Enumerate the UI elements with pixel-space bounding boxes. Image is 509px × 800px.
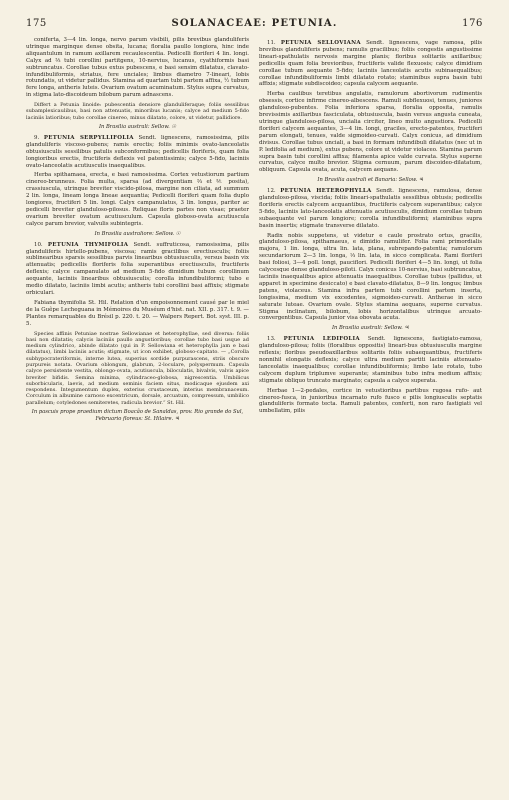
description-paragraph: Herba spithamaea, erecta, e basi ramosissima. Cortex vetustiorum partium cinereo-brunneus. Folia multa, sparsa (ad divergentiam ⅔ et ⅖ posita), crassiuscula, utrinque breviter viscido-pilosa, margine non ciliata, ad summum 2 lin. longa, lineam longa lineae aequantia; Pedicelli floriferi quam folia duplo longiores, fructiferi 5 lin. longi. Calyx campanulatus, 3 lin. longus, pariter ac pedicelli breviter glanduloso-pilosus. Reliquae floris partes non visae; praeter ovarium breviter ovatum acutiusculum. Capsula globoso-ovata acutiuscula calyce parum brevior, valvulis subintegris. xyxy=(26,172,249,227)
species-entry xyxy=(259,336,482,384)
right-column xyxy=(259,37,482,427)
species-entry xyxy=(259,40,482,88)
running-title: SOLANACEAE: PETUNIA. xyxy=(171,18,338,29)
species-number: 10. xyxy=(34,241,48,248)
locality-note: In pascuis prope praedium dictum Boacão de Sanaldas, prov. Rio grande do Sul, Februario floreus: St. Hilaire. ♃ xyxy=(31,409,244,422)
species-diagnosis: Sendt. lignescens, ramulosa, dense glanduloso-pilosa, viscida; foliis lineari-spathulatis sessilibus obtusis; pedicellis floriferis erectis calycem acquantibus, fructiferis calycem superantibus; calyce 5-fido, laciniis lato-lanceolatis attenuatis acutiusculis, dimidium corollae tubum subaequante vel parum longiore; corolla infundibuliformi; staminibus supra basin insertis; stigmate transverse dilatato. xyxy=(259,188,482,229)
remark-paragraph: Differt a Petunia linoide: pubescentia densiore glanduliferaque; foliis sessilibus subamplexicaulibus, basi non attenuatis, minoribus lucanis; calyce ad medium 5-fido laciniis latioribus; tubo corollae cinereo, minus dilatato, colore, ut videtur, pallidiore. xyxy=(26,102,249,121)
description-paragraph: Fabiana thymifolia St. Hil. Relation d'un empoisonnement causé par le miel de la Guêpe Lecheguana in Mémoires du Muséum d'hist. nat. XII. p. 317. t. 9. — Plantes remarquables du Brésil p. 220. t. 20. — Walpers Repert. Bot. syst. III. p. 5. xyxy=(26,299,249,327)
text-columns xyxy=(26,37,483,427)
species-diagnosis: Sendt. suffruticosa, ramosissima, pilis glanduliferis hirtello-pubens, viscosa; ramis gracilibus erectiusculis; foliis sublinearibus sparsis sessilibus parvis linearibus obtusiusculis, versus basin vix attenuatis; pedicellis floriferis folia superantibus erectiusculis, fructiferis deflexis; calyce campanulato ad medium 5-fido dimidium tubum corollinum aequante, laciniis linearibus obtusiusculis; corolla infundibuliformi; tubo e medio dilatato, laciniis limbi acutis; antheris tubi corollini basi affixis; stigmate orbiculari. xyxy=(26,241,249,296)
description-paragraph: coniferta, 3—4 lin. longa, nervo parum visibili, pilis brevibus glanduliferis utrinque marginque dense obsita, lucana; floralia paullo longiora, hinc inde aliquantulum in ramum axillarem recaulescentia. Pedicelli floriferi 4 lin. longi. Calyx ad ⅔ tubi corollini partitgens, 10-nervius, lucanus, cyathiformis basi subtruncatus. Corollae tubus extus pubescens, e basi sensim dilatatus, clavato-infundibuliformis, striatus, fere unciales; limbus diametro 7-lineari, lobis rotundatis, ut videtur pallidus. Stamina ad quartam tubi partem affixa, ½ tubum fere longa, antheris luteis. Ovarium ovatum acuminatum. Stylus supra curvatus, in stigma lato-discoideum bilobum parum adnascens. xyxy=(26,37,249,99)
species-number: 11. xyxy=(267,40,281,46)
description-paragraph: Herbae 1—2-pedales, cortice in vetustioribus partibus rugosa rufo- aut cinereo-fusca, in junioribus incarnato rufo fusco e pilis longiusculis septatis glanduliferis formato tecta. Ramuli patentes, conferti, non raro fastigiati vel umbellatim, pilis xyxy=(259,387,482,415)
species-entry xyxy=(26,242,249,297)
species-diagnosis: Sendt. lignescens, vage ramosa, pilis brevibus glanduliferis pubens; ramulis gracilibus; foliis congestis angustissime lineari-spathulatis nervosis margine planis; floribus solitariis axillaribus; pedicellis quam folia brevioribus, fructiferis valide flexuosis; calyce dimidium corollae tubum aequante 5-fido; laciniis lanceolatis acutis subinaequalibus; corollae infundibuliformis limbi dilatato rotato; staminibus supra basin tubi affixis; stigmate subdiscoideo; capsula calycem aequante. xyxy=(259,40,482,88)
species-name: PETUNIA THYMIFOLIA xyxy=(47,241,129,248)
species-name: PETUNIA SELLOVIANA xyxy=(280,40,361,46)
remark-paragraph: Species affinis Petuniae nostrae Sellowianae et heterophyllae, sed diversa: foliis basi non dilatatis; calycis laciniis paullo angustioribus; corollae tubo basi usque ad medium cylindrico, abinde dilatato (qui in P. Sellowiana et heterophylla jam e basi dilatatus), limbi laciniis acutis; stigmate, ut icon exhibet, globoso-capitato. — „Corolla subhypocrateriformis, interne lutea, superius sordide purpurascens, striis obscure purpureis notata. Ovarium oblongum, glabrum, 2-loculare, polyspermum. Capsula calyce persistente vestita, oblongo-ovata, acutiuscula, biloculatis, bivalvis, valvis apice breviter bifidis. Semina minima, cylindraceo-globosa, nigrescentia. Umbilicus suborbicularis, laevis, ad medium seminis faciem situs, modicaque ejusdem axi respondens. Integumentum duplex, exterius crustaceum, interius membranaceum. Corculum in albumine carnoso excentricum, dorsale, arcuatum, compressum, umbilico parallelum; cotyledones semiteretes, radicula brevior.“ St. Hil. xyxy=(26,330,249,406)
species-number: 13. xyxy=(267,336,284,343)
species-number: 9. xyxy=(34,134,44,141)
left-column xyxy=(26,37,249,427)
running-header xyxy=(26,18,483,29)
locality-note: In Brasilia australiore: Sellow. ☉ xyxy=(94,230,181,237)
species-diagnosis: Sendt. lignescens, fastigiato-ramosa, glanduloso-pilosa; foliis (floralibus oppositis) lineari-bus obtusiusculis margine reflexis; floribus pseudoaxillaribus solitariis foliis subaequantibus, fructiferis nonnihil elongatis deflexis; calyce ultra medium partiti laciniis attenuato-lanceolatis inaequalibus; corollae infundibuliformis; limbo late rotato, tubo calycem duplum triplumve superante; staminibus tubo infra medium affixis; stigmate obliquo truncato marginato; capsula a calyce superata. xyxy=(259,336,482,384)
species-name: PETUNIA HETEROPHYLLA xyxy=(280,188,372,195)
description-paragraph: Herba caulibus teretibus angulatis, ramulorum abortivorum rudimentis obsessis, cortice infirme cinereo-albescens. Ramuli subflexuosi, tenues, juniores glanduloso-pubentes. Folia inferiora sparsa, floralia opposita, ramulis brevissimis axillaribus fasciculata, obtusiuscula, basin versus angusta cuneata, utrinque glanduloso-pilosa, uncialia circiter, lineo multo angustiora. Pedicelli floriferi calycem aequantes, 3—4 lin. longi, graciles, erecto-patentes, fructiferi parum elongati, tenues, valde sigmoideo-curvati. Calyx conicus, ad dimidium divisus. Corollae tubus unciali, a basi in formam infundibuli dilatatus (nec ut in P. ledifolia ad medium), extus pubens, colore ut videtur violaceo. Stamina parum supra basin tubi corollini affixa; filamenta apice valde curvata. Stylus superne curvatus, calyce multo brevior. Stigma cernuum, parum discoideo-dilatatum, obliquum. Capsula ovata, acuta, calycem aequans. xyxy=(259,91,482,174)
species-entry xyxy=(26,135,249,170)
species-diagnosis: Sendt. lignescens, ramosissima, pilis glanduliferis viscoso-pubens; ramis erectis; foliis minimis ovato-lanceolatis obtusiusculis sessilibus patulis subconformibus; pedicellis floriferis, quam folia longioribus erectis, fructiferis deflexis vel patentissimis; calyce 5-fido, laciniis ovato-lanceolatis acutiusculis inaequalibus. xyxy=(26,134,249,169)
species-name: PETUNIA SERPYLLIFOLIA xyxy=(43,134,134,141)
locality-note: In Brasilia australi: Sellow. ☉ xyxy=(98,124,177,131)
species-name: PETUNIA LEDIFOLIA xyxy=(283,336,360,343)
species-number: 12. xyxy=(267,188,281,195)
left-page-number: 175 xyxy=(26,18,47,29)
species-entry xyxy=(259,188,482,229)
right-page-number: 176 xyxy=(462,18,483,29)
locality-note: In Brasilia australi et Banaria: Sellow. ♃ xyxy=(317,177,424,184)
description-paragraph: Radix nobis suppetens, ut videtur e caule prostrato ortus, gracilis, glanduloso-pilosa, spithamaeus, e dimidio ramulifer. Folia rami primordialis majora, 1 lin. longa, ultra lin. lata, plana, subrepando-patentia; ramulorum secundariorum 2—3 lin. longa, ⅓ lin. lata, in sicco complicata. Rami floriferi basi foliosi, 3—4 poll. longi, pauciflori. Pedicelli floriferi 4—5 lin. longi, ut folia calycesque dense glanduloso-piloti. Calyx conicus 10-nervius, basi subtruncatus, laciniis inaequalibus apice attenuatis inaequalibus. Corollae tubus (pallidus, ut apparet in specimine desiccato) e basi clavato-dilatatus, 8—9 lin. longus; limbus patens, violaceus. Stamina infra partem tubi corollini partem inserta, longissima, medium vix excedentes, sigmoideo-curvati. Antherae in sicco saturate luteae. Ovarium ovale. Stylus stamina aequans, superne curvatus. Stigma inclinatum, bilobum, lobis horizontalibus utrinque arcuato-convergentibus. Capsula junior visa obovata acuta. xyxy=(259,232,482,322)
locality-note: In Brasilia australi: Sellow. ♃ xyxy=(331,325,410,332)
